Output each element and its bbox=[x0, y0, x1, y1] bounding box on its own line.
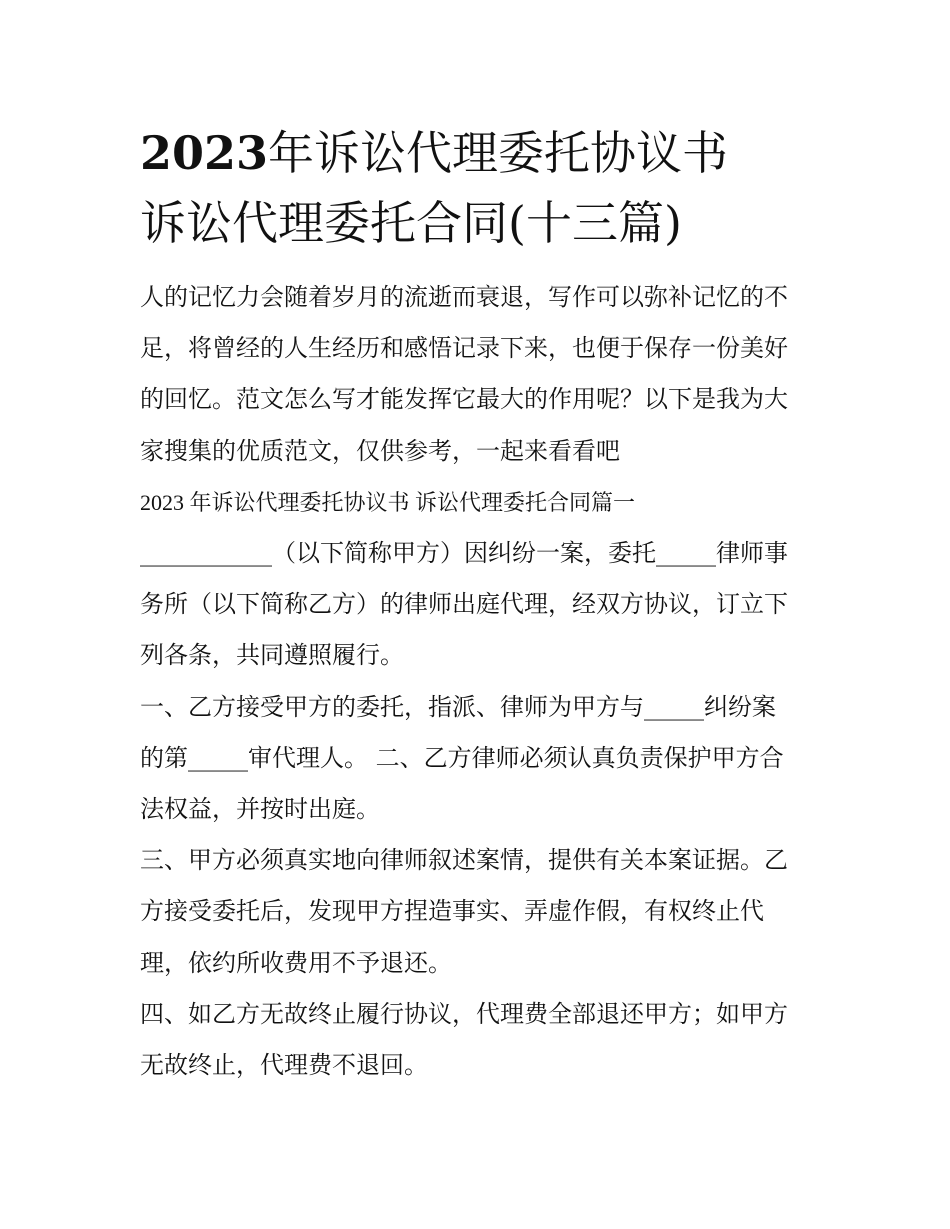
text-line: 理，依约所收费用不予退还。 bbox=[140, 948, 452, 977]
text-line: 的第_____审代理人。 二、乙方律师必须认真负责保护甲方合 bbox=[140, 743, 784, 772]
title-line-2: 诉讼代理委托合同(十三篇) bbox=[140, 196, 682, 250]
title-line-1-text: 年诉讼代理委托协议书 bbox=[268, 126, 729, 180]
section-heading: 2023 年诉讼代理委托协议书 诉讼代理委托合同篇一 bbox=[140, 489, 636, 515]
clause-3-paragraph bbox=[140, 835, 820, 989]
clause-4-paragraph bbox=[140, 989, 820, 1091]
document-body bbox=[140, 272, 820, 1091]
text-line: 的回忆。范文怎么写才能发挥它最大的作用呢？以下是我为大 bbox=[140, 385, 788, 414]
title-year: 2023 bbox=[140, 126, 269, 180]
text-line: 无故终止，代理费不退回。 bbox=[140, 1051, 428, 1080]
title-line-1 bbox=[140, 118, 820, 188]
text-line: 四、如乙方无故终止履行协议，代理费全部退还甲方；如甲方 bbox=[140, 999, 788, 1028]
preamble-paragraph bbox=[140, 528, 820, 682]
text-line: 法权益，并按时出庭。 bbox=[140, 795, 380, 824]
text-line: 方接受委托后，发现甲方捏造事实、弄虚作假，有权终止代 bbox=[140, 897, 764, 926]
text-line: 列各条，共同遵照履行。 bbox=[140, 641, 404, 670]
text-line: 一、乙方接受甲方的委托，指派、律师为甲方与_____纠纷案 bbox=[140, 692, 776, 721]
text-line: 务所（以下简称乙方）的律师出庭代理，经双方协议，订立下 bbox=[140, 590, 788, 619]
text-line: 三、甲方必须真实地向律师叙述案情，提供有关本案证据。乙 bbox=[140, 846, 788, 875]
text-line: 家搜集的优质范文，仅供参考，一起来看看吧 bbox=[140, 436, 620, 465]
intro-paragraph bbox=[140, 272, 820, 477]
text-line: 人的记忆力会随着岁月的流逝而衰退，写作可以弥补记忆的不 bbox=[140, 283, 788, 311]
text-line: ___________（以下简称甲方）因纠纷一案，委托_____律师事 bbox=[140, 539, 788, 568]
clause-1-2-paragraph bbox=[140, 682, 820, 836]
text-line: 足，将曾经的人生经历和感悟记录下来，也便于保存一份美好 bbox=[140, 334, 788, 363]
document-title bbox=[140, 118, 820, 258]
